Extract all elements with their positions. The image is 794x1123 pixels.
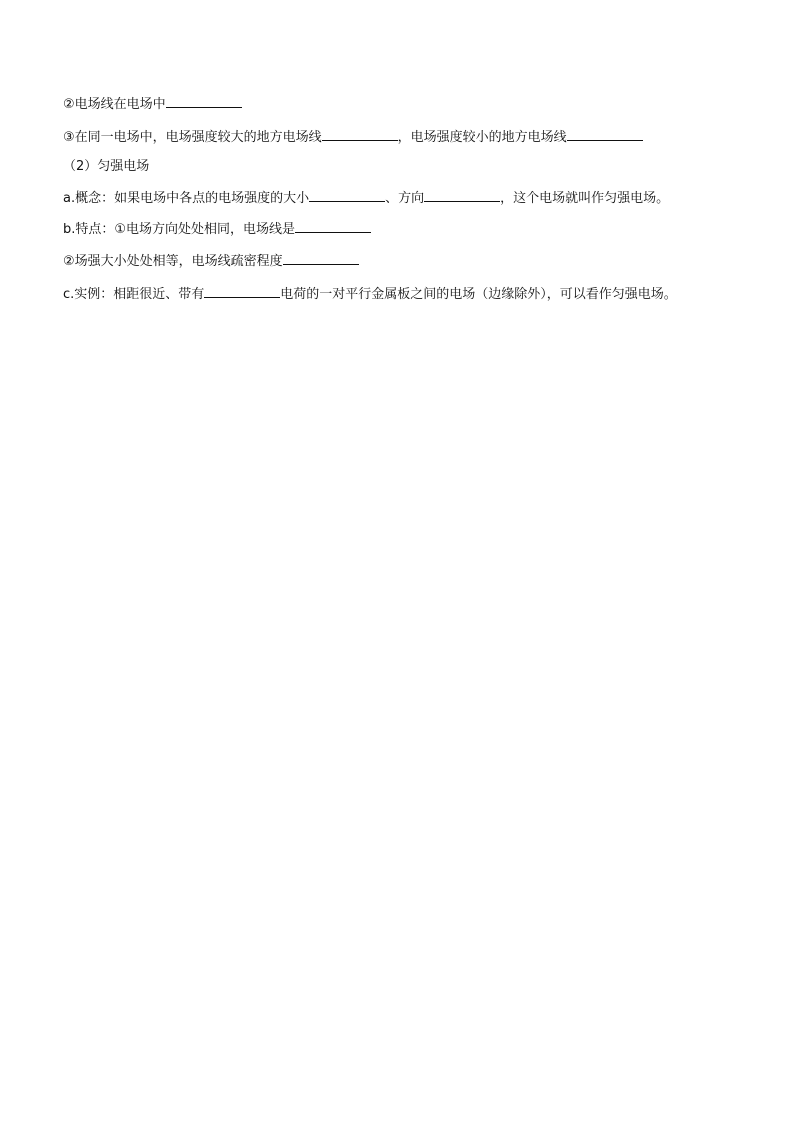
fill-in-blank[interactable] [309, 187, 385, 202]
line-text: ②场强大小处处相等，电场线疏密程度 [63, 254, 283, 269]
line-text: b.特点：①电场方向处处相同，电场线是 [63, 222, 296, 237]
section-heading-uniform-field [63, 158, 149, 176]
text-line-example [63, 283, 677, 304]
fill-in-blank[interactable] [204, 283, 280, 298]
line-text: ，电场强度较小的地方电场线 [397, 130, 567, 145]
fill-in-blank[interactable] [567, 126, 643, 141]
line-text: ，这个电场就叫作匀强电场。 [500, 191, 670, 206]
fill-in-blank[interactable] [322, 126, 398, 141]
fill-in-blank[interactable] [424, 187, 500, 202]
line-text: c.实例：相距很近、带有 [63, 287, 205, 302]
text-line-field-density [63, 126, 643, 147]
line-text: ③在同一电场中，电场强度较大的地方电场线 [63, 130, 322, 145]
text-line-feature-direction [63, 218, 371, 239]
line-text: 电荷的一对平行金属板之间的电场（边缘除外），可以看作匀强电场。 [280, 287, 677, 302]
fill-in-blank[interactable] [283, 250, 359, 265]
line-text: 、方向 [385, 191, 425, 206]
heading-text: （2）匀强电场 [63, 159, 150, 174]
text-line-concept [63, 187, 669, 208]
line-text: ②电场线在电场中 [63, 97, 166, 112]
text-line-feature-magnitude [63, 250, 359, 271]
fill-in-blank[interactable] [166, 93, 242, 108]
fill-in-blank[interactable] [295, 218, 371, 233]
line-text: a.概念：如果电场中各点的电场强度的大小 [63, 191, 310, 206]
text-line-field-lines-in-field [63, 93, 242, 114]
